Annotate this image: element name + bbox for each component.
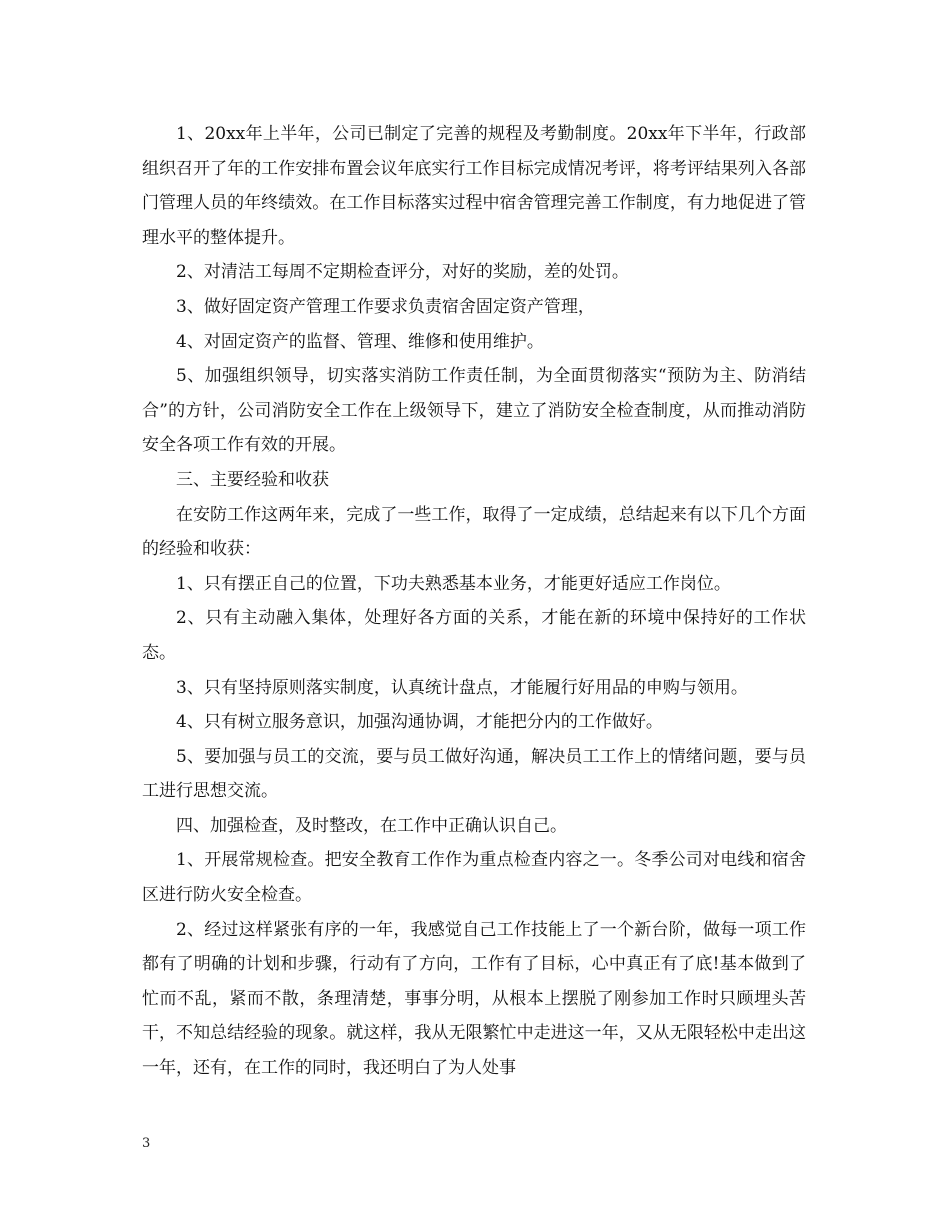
paragraph: 5、要加强与员工的交流，要与员工做好沟通，解决员工工作上的情绪问题，要与员工进行思想交流。 <box>142 746 806 802</box>
paragraph: 1、开展常规检查。把安全教育工作作为重点检查内容之一。冬季公司对电线和宿舍区进行防火安全检查。 <box>142 850 806 906</box>
paragraph: 1、只有摆正自己的位置，下功夫熟悉基本业务，才能更好适应工作岗位。 <box>176 573 731 594</box>
paragraph: 4、只有树立服务意识，加强沟通协调，才能把分内的工作做好。 <box>176 712 663 733</box>
paragraph: 2、经过这样紧张有序的一年，我感觉自己工作技能上了一个新台阶，做每一项工作都有了明确的计划和步骤，行动有了方向，工作有了目标，心中真正有了底!基本做到了忙而不乱，紧而不散，条理清楚，事事分明，从根本上摆脱了刚参加工作时只顾埋头苦干，不知总结经验的现象。就这样，我从无限繁忙中走进这一年，又从无限轻松中走出这一年，还有，在工作的同时，我还明白了为人处事 <box>142 919 806 1079</box>
paragraph: 3、做好固定资产管理工作要求负责宿舍固定资产管理， <box>176 296 595 317</box>
paragraph: 2、对清洁工每周不定期检查评分，对好的奖励，差的处罚。 <box>176 262 629 283</box>
section-heading: 四、加强检查，及时整改，在工作中正确认识自己。 <box>176 815 567 836</box>
paragraph: 3、只有坚持原则落实制度，认真统计盘点，才能履行好用品的申购与领用。 <box>176 677 748 698</box>
paragraph: 1、20xx年上半年，公司已制定了完善的规程及考勤制度。20xx年下半年，行政部组织召开了年的工作安排布置会议年底实行工作目标完成情况考评，将考评结果列入各部门管理人员的年终绩效。在工作目标落实过程中宿舍管理完善工作制度，有力地促进了管理水平的整体提升。 <box>142 124 806 248</box>
paragraph: 在安防工作这两年来，完成了一些工作，取得了一定成绩，总结起来有以下几个方面的经验和收获： <box>142 504 806 560</box>
document-body <box>142 117 806 1086</box>
page-number: 3 <box>142 1136 151 1151</box>
paragraph: 4、对固定资产的监督、管理、维修和使用维护。 <box>176 331 544 352</box>
paragraph: 2、只有主动融入集体，处理好各方面的关系，才能在新的环境中保持好的工作状态。 <box>142 608 806 663</box>
section-heading: 三、主要经验和收获 <box>176 469 329 490</box>
paragraph: 5、加强组织领导，切实落实消防工作责任制，为全面贯彻落实“预防为主、防消结合”的方针，公司消防安全工作在上级领导下，建立了消防安全检查制度，从而推动消防安全各项工作有效的开展。 <box>142 366 806 456</box>
